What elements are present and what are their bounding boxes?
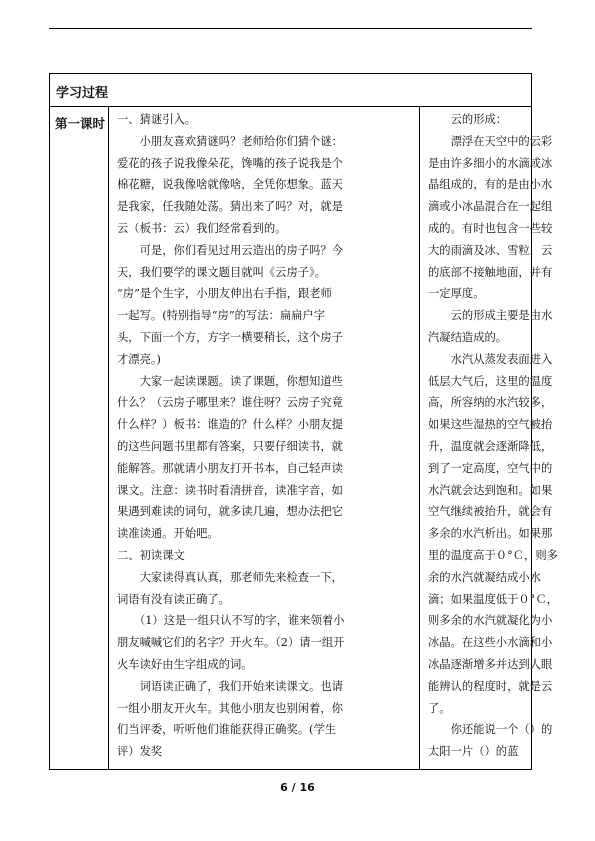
main-text-line-28: 一组小朋友开火车。其他小朋友也别闲着，你 bbox=[117, 701, 343, 715]
main-text-line-3: 爱花的孩子说我像朵花，馋嘴的孩子说我是个 bbox=[117, 156, 343, 170]
main-text-line-20: 读准读通。开始吧。 bbox=[117, 527, 219, 541]
side-text-line-16: 升，温度就会逐渐降低， bbox=[428, 440, 553, 453]
main-text-line-1: 一、猜谜引入。 bbox=[117, 113, 197, 126]
section-title: 学习过程 bbox=[56, 86, 109, 101]
main-text-line-9: “房”是个生字，小朋友伸出右手指，跟老师 bbox=[117, 287, 332, 301]
side-text-line-15: 如果这些湿热的空气被抬 bbox=[428, 418, 553, 432]
side-text-line-5: 滴或小冰晶混合在一起组 bbox=[428, 200, 553, 214]
side-text-line-18: 水汽就会达到饱和。如果 bbox=[428, 483, 553, 497]
main-text-line-26: 火车读好由生字组成的词。 bbox=[117, 658, 253, 671]
main-text-line-18: 课文。注意：读书时看清拼音，读准字音，如 bbox=[117, 483, 343, 497]
side-text-line-17: 到了一定高度，空气中的 bbox=[428, 461, 553, 475]
side-text-line-23: 滴；如果温度低于０°Ｃ， bbox=[428, 592, 558, 606]
main-text-line-14: 什么？（云房子哪里来？谁住呀？云房子究竟 bbox=[117, 396, 343, 410]
main-text-line-24: （1）这是一组只认不写的字，谁来领着小 bbox=[117, 614, 345, 628]
side-text-line-9: 一定厚度。 bbox=[428, 287, 485, 301]
main-text-line-15: 什么样？）板书：谁造的？什么样？小朋友提 bbox=[117, 418, 343, 432]
main-text-line-23: 词语有没有读正确了。 bbox=[117, 592, 230, 606]
main-text-line-13: 大家一起读课题。读了课题，你想知道些 bbox=[117, 374, 343, 388]
main-text-line-16: 的这些问题书里都有答案，只要仔细读书，就 bbox=[117, 440, 343, 453]
main-text-line-30: 评）发奖 bbox=[117, 745, 163, 759]
side-text-line-2: 漂浮在天空中的云彩 bbox=[428, 134, 553, 148]
lesson-column bbox=[50, 107, 109, 769]
lesson-label: 第一课时 bbox=[55, 116, 106, 131]
side-text-line-30: 太阳一片（）的蓝 bbox=[428, 745, 519, 759]
main-text-line-12: 才漂亮。) bbox=[117, 352, 161, 366]
main-text-line-22: 大家读得真认真，那老师先来检查一下， bbox=[117, 570, 343, 584]
side-text-line-26: 冰晶逐渐增多并达到人眼 bbox=[428, 658, 553, 671]
main-text-line-27: 词语读正确了，我们开始来读课文。也请 bbox=[117, 679, 343, 693]
main-text-line-29: 们当评委，听听他们谁能获得正确奖。(学生 bbox=[117, 723, 337, 737]
table-header-row bbox=[50, 74, 531, 107]
side-text-line-29: 你还能说一个（）的 bbox=[428, 723, 553, 737]
side-text-line-22: 余的水汽就凝结成小水 bbox=[428, 570, 541, 584]
side-text-line-12: 水汽从蒸发表面进入 bbox=[428, 352, 553, 366]
main-text-line-4: 棉花糖，说我像啥就像啥，全凭你想象。蓝天 bbox=[117, 178, 343, 192]
side-text-line-21: 里的温度高于０°Ｃ，则多 bbox=[428, 549, 558, 562]
main-text-line-8: 天，我们要学的课文题目就叫《云房子》。 bbox=[117, 265, 326, 279]
side-text-line-10: 云的形成主要是由水 bbox=[428, 309, 553, 323]
main-text-line-17: 能解答。那就请小朋友打开书本，自己轻声读 bbox=[117, 461, 343, 475]
side-text-line-20: 多余的水汽析出。如果那 bbox=[428, 527, 553, 541]
main-text-line-10: 一起写。(特别指导“房”的写法：扁扁户字 bbox=[117, 309, 326, 323]
side-text-line-8: 的底部不接触地面，并有 bbox=[428, 265, 553, 279]
side-notes-column bbox=[420, 107, 558, 769]
main-text-line-11: 头，下面一个方，方字一横要稍长，这个房子 bbox=[117, 331, 343, 344]
side-text-line-3: 是由许多细小的水滴或冰 bbox=[428, 156, 553, 170]
side-text-line-4: 晶组成的，有的是由小水 bbox=[428, 178, 553, 192]
page-number: 6 / 16 bbox=[280, 781, 315, 794]
side-text-line-7: 大的雨滴及冰、雪粒，云 bbox=[428, 243, 553, 257]
main-text-line-7: 可是，你们看见过用云造出的房子吗？今 bbox=[117, 243, 343, 257]
main-text-line-5: 是我家，任我随处荡。猜出来了吗？对，就是 bbox=[117, 200, 343, 214]
main-text-line-21: 二、初读课文 bbox=[117, 549, 185, 562]
side-text-line-28: 了。 bbox=[428, 701, 451, 715]
lesson-table bbox=[49, 73, 558, 770]
side-text-line-19: 空气继续被抬升，就会有 bbox=[428, 505, 553, 519]
side-text-line-27: 能辨认的程度时，就是云 bbox=[428, 679, 553, 693]
side-text-line-14: 高，所容纳的水汽较多， bbox=[428, 396, 553, 410]
side-text-line-6: 成的。有时也包含一些较 bbox=[428, 222, 553, 235]
main-text-line-2: 小朋友喜欢猜谜吗？老师给你们猜个谜： bbox=[117, 134, 343, 148]
side-text-line-1: 云的形成： bbox=[428, 113, 508, 126]
main-text-line-6: 云（板书：云）我们经常看到的。 bbox=[117, 222, 287, 235]
main-text-line-19: 果遇到难读的词句，就多读几遍，想办法把它 bbox=[117, 505, 343, 519]
top-rule bbox=[49, 28, 532, 29]
side-text-line-24: 则多余的水汽就凝化为小 bbox=[428, 614, 553, 628]
main-text-line-25: 朋友喊喊它们的名字？开火车。（2）请一组开 bbox=[117, 636, 345, 650]
side-text-line-13: 低层大气后，这里的温度 bbox=[428, 374, 553, 388]
side-text-line-11: 汽凝结造成的。 bbox=[428, 331, 508, 344]
main-content-column bbox=[109, 107, 420, 769]
side-text-line-25: 冰晶。在这些小水滴和小 bbox=[428, 636, 553, 650]
